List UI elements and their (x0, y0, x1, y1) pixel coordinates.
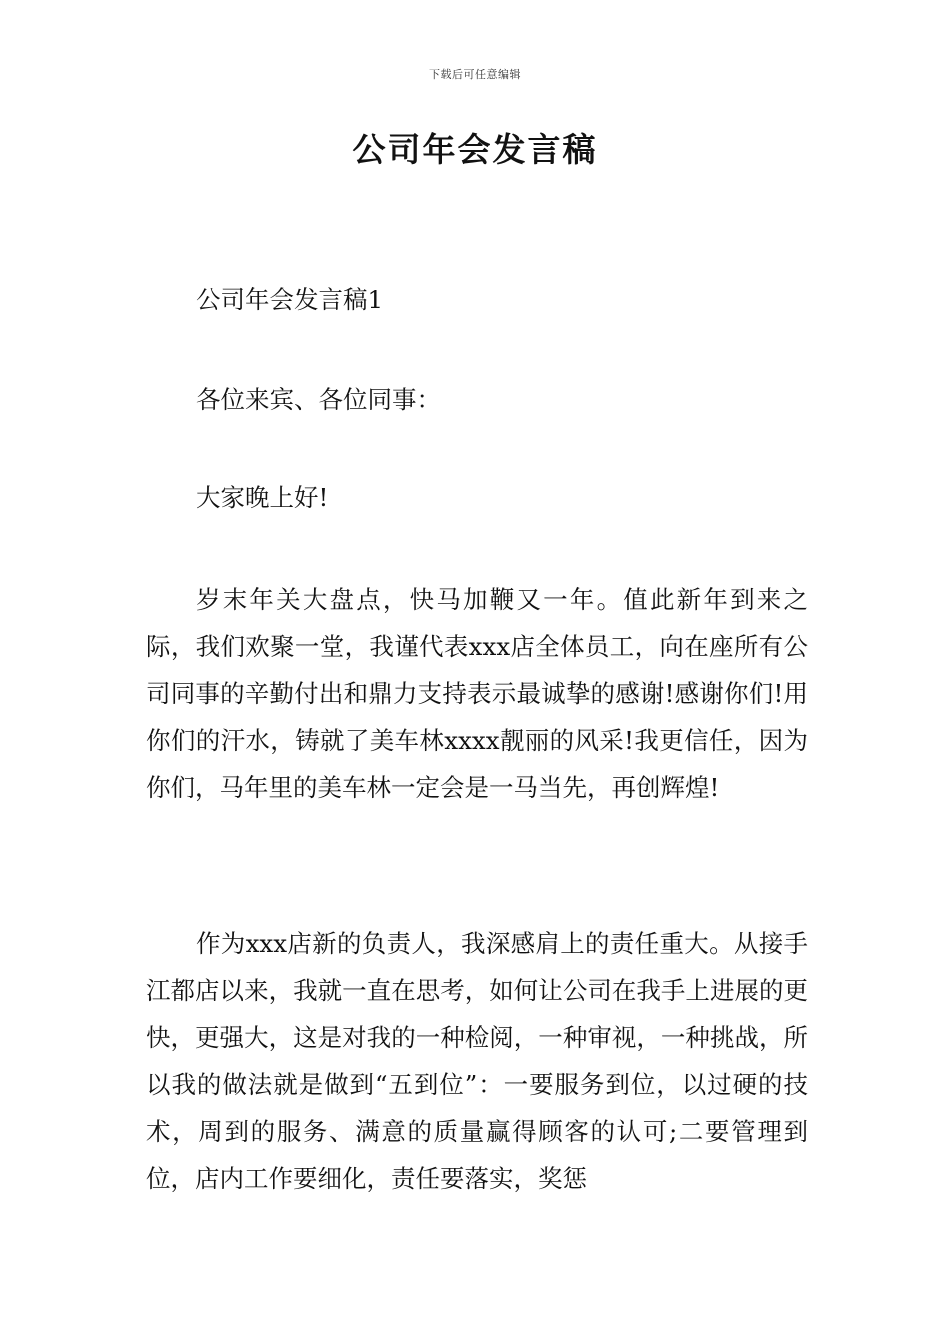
header-note: 下载后可任意编辑 (429, 68, 521, 81)
paragraph: 岁末年关大盘点，快马加鞭又一年。值此新年到来之际，我们欢聚一堂，我谨代表xxx店全体员工，向在座所有公司同事的辛勤付出和鼎力支持表示最诚挚的感谢!感谢你们!用你们的汗水，铸就了美车林xxxx靓丽的风采!我更信任，因为你们，马年里的美车林一定会是一马当先，再创辉煌! (146, 585, 808, 802)
greeting: 大家晚上好! (196, 483, 329, 512)
paragraph: 作为xxx店新的负责人，我深感肩上的责任重大。从接手江都店以来，我就一直在思考，如何让公司在我手上进展的更快，更强大，这是对我的一种检阅，一种审视，一种挑战，所以我的做法就是做到“五到位”：一要服务到位，以过硬的技术，周到的服务、满意的质量赢得顾客的认可;二要管理到位，店内工作要细化，责任要落实，奖惩 (146, 929, 808, 1193)
salutation: 各位来宾、各位同事： (196, 385, 441, 414)
section-heading: 公司年会发言稿1 (196, 285, 384, 314)
document-title: 公司年会发言稿 (352, 130, 598, 169)
